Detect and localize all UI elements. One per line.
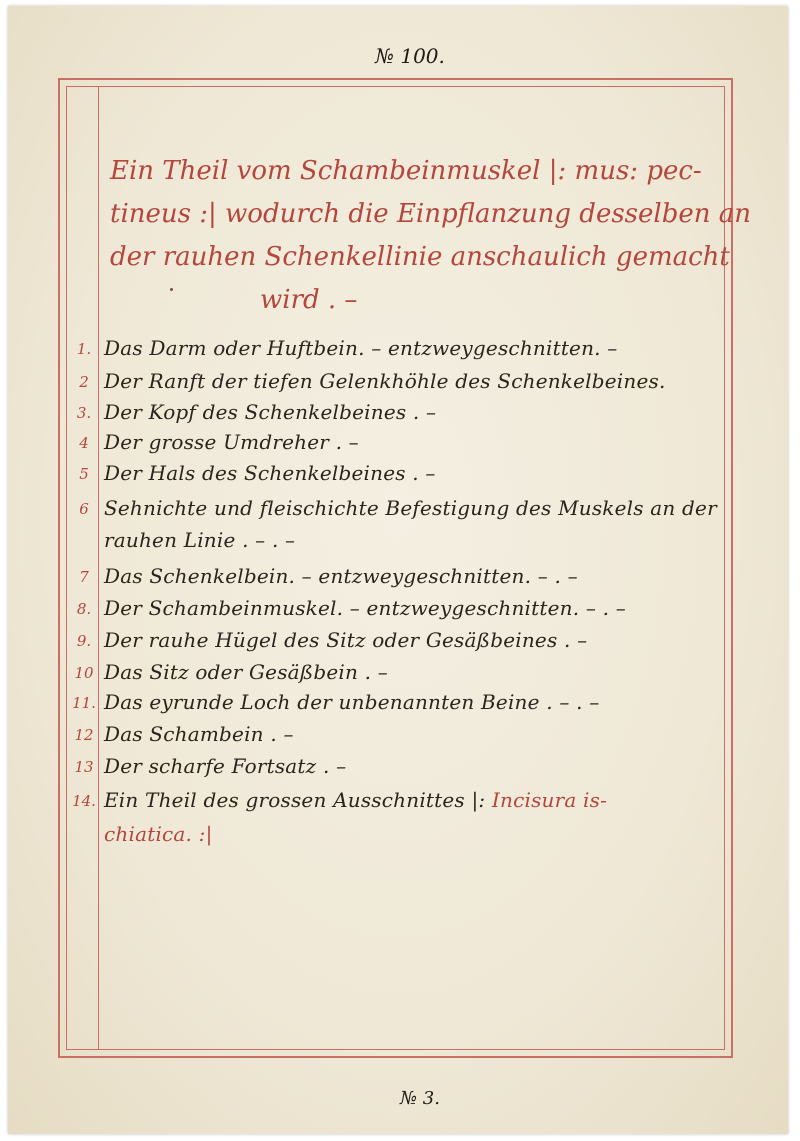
entry-number: 4 bbox=[79, 434, 89, 452]
entry-text: rauhen Linie . – . – bbox=[104, 528, 296, 552]
entry-text: Der rauhe Hügel des Sitz oder Gesäßbeines . – bbox=[104, 628, 588, 652]
entry-number: 7 bbox=[79, 568, 89, 586]
entry-text: Der scharfe Fortsatz . – bbox=[104, 754, 347, 778]
margin-rule bbox=[98, 86, 99, 1050]
entry-number: 14. bbox=[72, 792, 96, 810]
title-line-2: tineus :| wodurch die Einpflanzung desselben an bbox=[110, 199, 752, 229]
entry-text bbox=[104, 788, 719, 812]
entry-latin-term: Incisura is- bbox=[491, 788, 608, 812]
footer-plate-mark: № 3. bbox=[400, 1088, 440, 1109]
entry-text: Das Schenkelbein. – entzweygeschnitten. – . – bbox=[104, 564, 578, 588]
entry-number: 3. bbox=[76, 404, 92, 422]
entry-text: Der Schambeinmuskel. – entzweygeschnitten. – . – bbox=[104, 596, 626, 620]
page-number: № 100. bbox=[375, 44, 445, 68]
title-line-4: wird . – bbox=[260, 285, 358, 315]
entry-latin-continuation: chiatica. :| bbox=[104, 822, 213, 846]
ink-dot bbox=[170, 288, 173, 291]
entry-text: Das Sitz oder Gesäßbein . – bbox=[104, 660, 388, 684]
entry-text: Der Hals des Schenkelbeines . – bbox=[104, 461, 436, 485]
plate-title bbox=[110, 150, 752, 322]
entry-number: 1. bbox=[76, 340, 92, 358]
entry-text: Das Darm oder Huftbein. – entzweygeschnitten. – bbox=[104, 336, 618, 360]
entry-text: Sehnichte und fleischichte Befestigung des Muskels an der bbox=[104, 496, 717, 520]
entry-number: 9. bbox=[76, 632, 92, 650]
entry-text: Der Ranft der tiefen Gelenkhöhle des Schenkelbeines. bbox=[104, 369, 666, 393]
entry-number: 12 bbox=[74, 726, 94, 744]
entry-number: 11. bbox=[72, 694, 96, 712]
entry-number: 8. bbox=[76, 600, 92, 618]
title-line-3: der rauhen Schenkellinie anschaulich gemacht bbox=[110, 242, 730, 272]
entry-number: 6 bbox=[79, 500, 89, 518]
entry-number: 5 bbox=[79, 465, 89, 483]
entry-text-german: Ein Theil des grossen Ausschnittes |: bbox=[104, 788, 486, 812]
entry-number: 13 bbox=[74, 758, 94, 776]
entry-number: 2 bbox=[79, 373, 89, 391]
entry-text: Das eyrunde Loch der unbenannten Beine . – . – bbox=[104, 690, 600, 714]
entry-text: Der Kopf des Schenkelbeines . – bbox=[104, 400, 437, 424]
entry-number: 10 bbox=[74, 664, 94, 682]
entry-text: Der grosse Umdreher . – bbox=[104, 430, 359, 454]
entry-text: Das Schambein . – bbox=[104, 722, 294, 746]
title-line-1: Ein Theil vom Schambeinmuskel |: mus: pec- bbox=[110, 156, 702, 186]
